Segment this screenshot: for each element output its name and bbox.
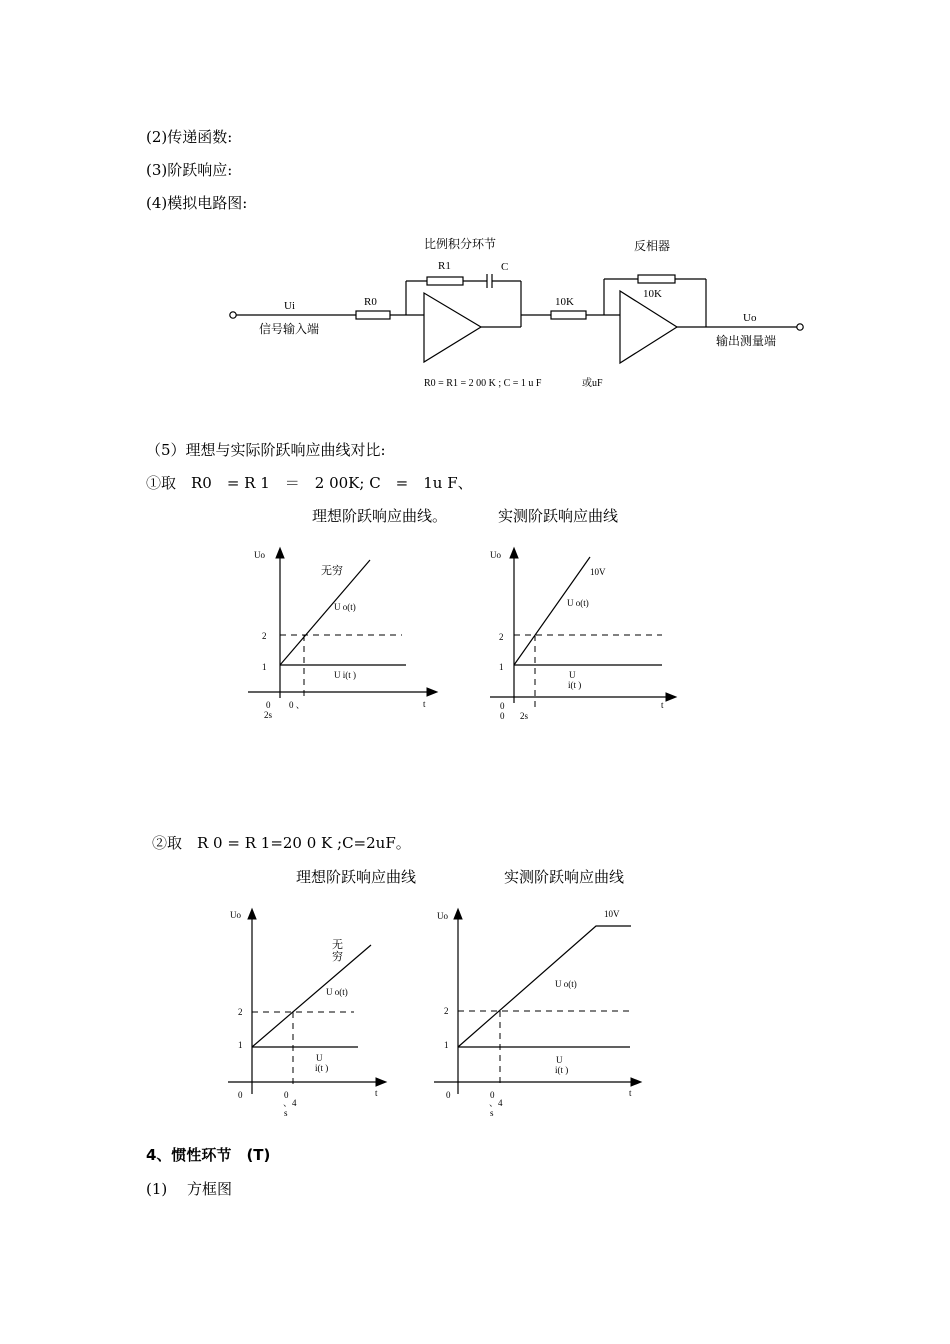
p2-tick-1: 1 — [499, 662, 504, 672]
label-uo: Uo — [743, 312, 757, 324]
case2-ideal-title: 理想阶跃响应曲线 — [296, 868, 417, 886]
plot-case2-measured — [434, 909, 641, 1094]
output-terminal — [797, 324, 803, 330]
label-ui: Ui — [284, 300, 295, 312]
case-2-params: ②取 R 0 = R 1=20 0 K ;C=2uF。 — [152, 834, 411, 852]
section-5-heading: （5）理想与实际阶跃响应曲线对比: — [146, 441, 386, 459]
p3-infinity-a: 无 — [332, 938, 343, 951]
y-axis-arrow — [454, 909, 462, 919]
p2-xlabel: t — [661, 700, 664, 710]
p1-ui-label: U i(t ) — [334, 670, 356, 680]
p4-tick-1: 1 — [444, 1040, 449, 1050]
p1-tick-2: 2 — [262, 631, 267, 641]
p4-xmark-1: 0 — [490, 1090, 495, 1100]
output-ramp-line — [514, 557, 590, 665]
p3-uo-label: U o(t) — [326, 987, 348, 997]
line-transfer-function: (2)传递函数: — [146, 128, 233, 146]
label-input-end: 信号输入端 — [259, 322, 320, 336]
p3-origin: 0 — [238, 1090, 243, 1100]
p4-xmark-3: s — [490, 1108, 494, 1118]
p1-origin-2s: 2s — [264, 710, 273, 720]
resistor-10k-input — [551, 311, 586, 319]
opamp-1 — [424, 293, 481, 362]
p4-tick-2: 2 — [444, 1006, 449, 1016]
p2-origin: 0 — [500, 701, 505, 711]
y-axis-arrow — [276, 548, 284, 558]
plot-case2-ideal — [228, 909, 386, 1094]
p3-xmark-1: 0 — [284, 1090, 289, 1100]
line-step-response: (3)阶跃响应: — [146, 161, 233, 179]
p3-tick-2: 2 — [238, 1007, 243, 1017]
output-ramp-line — [252, 945, 371, 1047]
p4-origin: 0 — [446, 1090, 451, 1100]
label-output-end: 输出测量端 — [716, 334, 777, 348]
p3-ylabel: Uo — [230, 910, 241, 920]
p4-uo-label: U o(t) — [555, 979, 577, 989]
opamp-2 — [620, 291, 677, 363]
p1-infinity-label: 无穷 — [321, 564, 343, 577]
resistor-r0 — [356, 311, 390, 319]
case2-real-title: 实测阶跃响应曲线 — [504, 868, 625, 886]
label-10k-input: 10K — [555, 296, 574, 308]
p4-saturation-label: 10V — [604, 909, 620, 919]
case1-ideal-title: 理想阶跃响应曲线。 — [312, 507, 448, 525]
p2-uo-label: U o(t) — [567, 598, 589, 608]
p1-origin: 0 — [266, 700, 271, 710]
p1-tick-1: 1 — [262, 662, 267, 672]
label-circuit-params: R0 = R1 = 2 00 K ; C = 1 u F — [424, 378, 542, 389]
circuit-diagram — [230, 274, 803, 363]
p4-ylabel: Uo — [437, 911, 448, 921]
x-axis-arrow — [427, 688, 437, 696]
p1-xlabel: t — [423, 699, 426, 709]
label-c: C — [501, 261, 509, 273]
label-r1: R1 — [438, 260, 451, 272]
p1-ylabel: Uo — [254, 550, 265, 560]
case1-real-title: 实测阶跃响应曲线 — [498, 507, 619, 525]
p2-xmark: 2s — [520, 711, 529, 721]
item-block-diagram: (1) 方框图 — [146, 1180, 233, 1198]
label-10k-feedback: 10K — [643, 288, 662, 300]
y-axis-arrow — [510, 548, 518, 558]
p3-ui-label-b: i(t ) — [315, 1063, 329, 1073]
p3-xlabel: t — [375, 1088, 378, 1098]
p3-tick-1: 1 — [238, 1040, 243, 1050]
x-axis-arrow — [631, 1078, 641, 1086]
p2-origin-b: 0 — [500, 711, 505, 721]
output-saturating-line — [458, 926, 631, 1047]
p2-ui-label-b: i(t ) — [568, 680, 582, 690]
p2-saturation-label: 10V — [590, 567, 606, 577]
label-circuit-params-alt: 或uF — [582, 378, 603, 389]
p2-ylabel: Uo — [490, 550, 501, 560]
p4-xlabel: t — [629, 1088, 632, 1098]
heading-inertia-element: 4、惯性环节 (T) — [146, 1146, 271, 1164]
p3-xmark-2: 、4 — [283, 1098, 297, 1108]
p2-tick-2: 2 — [499, 632, 504, 642]
x-axis-arrow — [376, 1078, 386, 1086]
input-terminal — [230, 312, 236, 318]
resistor-10k-feedback — [638, 275, 675, 283]
p3-xmark-3: s — [284, 1108, 288, 1118]
p2-ui-label-a: U — [569, 670, 576, 680]
p4-xmark-2: 、4 — [489, 1098, 503, 1108]
resistor-r1 — [427, 277, 463, 285]
label-inverter: 反相器 — [634, 239, 671, 253]
p1-uo-label: U o(t) — [334, 602, 356, 612]
p4-ui-label-b: i(t ) — [555, 1065, 569, 1075]
case-1-params: ①取 R0 = R 1 ＝ 2 00K; C = 1u F、 — [146, 474, 473, 492]
label-pi-block: 比例积分环节 — [424, 237, 497, 251]
p3-ui-label-a: U — [316, 1053, 323, 1063]
p3-infinity-b: 穷 — [332, 950, 343, 963]
p4-ui-label-a: U — [556, 1055, 563, 1065]
y-axis-arrow — [248, 909, 256, 919]
p1-xmark: 0 、 — [289, 700, 305, 710]
line-analog-circuit: (4)模拟电路图: — [146, 194, 248, 212]
plot-case1-measured — [490, 548, 676, 712]
x-axis-arrow — [666, 693, 676, 701]
label-r0: R0 — [364, 296, 377, 308]
